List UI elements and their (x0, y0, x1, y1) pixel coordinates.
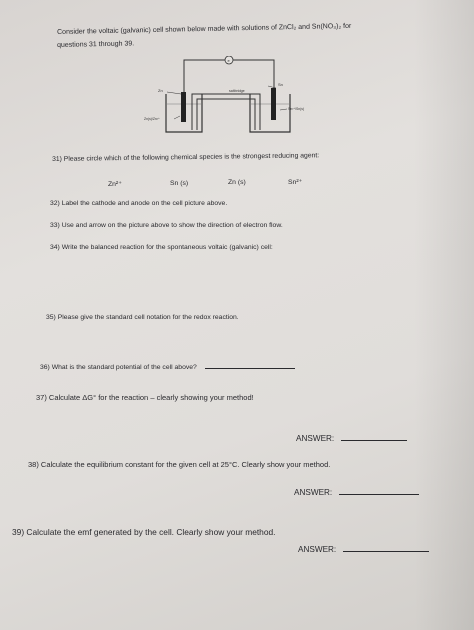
answer-39-blank[interactable] (343, 543, 429, 552)
zn-electrode (181, 92, 186, 122)
species-sn-solid[interactable]: Sn (s) (170, 180, 189, 187)
voltaic-cell-diagram (140, 56, 320, 138)
question-32: 32) Label the cathode and anode on the cell picture above. (50, 200, 228, 207)
question-36 (40, 360, 295, 371)
species-sn2plus[interactable]: Sn²⁺ (288, 179, 303, 186)
answer-37-row (296, 432, 407, 443)
right-beaker (250, 94, 290, 132)
species-zn2plus[interactable]: Zn²⁺ (108, 181, 122, 188)
answer-38-label: ANSWER: (294, 488, 333, 497)
saltbridge-label: saltbridge (229, 89, 245, 93)
intro-line-2: questions 31 through 39. (57, 40, 135, 49)
question-31: 31) Please circle which of the following chemical species is the strongest reducing agent: (52, 152, 320, 163)
question-36-text: 36) What is the standard potential of the cell above? (40, 364, 197, 371)
salt-bridge-inner (197, 99, 255, 130)
question-39: 39) Calculate the emf generated by the cell. Clearly show your method. (12, 527, 276, 537)
zn-leader-line (167, 92, 181, 94)
answer-38-blank[interactable] (339, 486, 419, 495)
answer-36-blank[interactable] (205, 360, 295, 369)
answer-39-label: ANSWER: (298, 545, 337, 554)
species-zn-solid[interactable]: Zn (s) (228, 179, 246, 186)
intro-line-1: Consider the voltaic (galvanic) cell shown below made with solutions of ZnCl₂ and Sn(NO₃)₂ for (57, 22, 352, 36)
answer-38-row (294, 486, 419, 497)
meter-label: e (227, 58, 230, 63)
answer-37-blank[interactable] (341, 432, 407, 441)
sn-leader-line (268, 86, 276, 88)
question-34: 34) Write the balanced reaction for the spontaneous voltaic (galvanic) cell: (50, 244, 273, 251)
right-solution-label: Sn²⁺/Sn(s) (288, 107, 305, 111)
question-37: 37) Calculate ΔG° for the reaction – clearly showing your method! (36, 393, 254, 402)
page-shadow (414, 0, 474, 630)
answer-39-row (298, 543, 429, 554)
sn-label: Sn (278, 82, 283, 87)
question-35: 35) Please give the standard cell notation for the redox reaction. (46, 314, 239, 321)
left-solution-leader (174, 116, 180, 119)
question-38: 38) Calculate the equilibrium constant for the given cell at 25°C. Clearly show your method. (28, 460, 331, 469)
right-solution-leader (280, 109, 287, 110)
question-33: 33) Use and arrow on the picture above to show the direction of electron flow. (50, 222, 283, 229)
sn-electrode (271, 88, 276, 120)
zn-label: Zn (158, 88, 163, 93)
answer-37-label: ANSWER: (296, 434, 335, 443)
left-solution-label: Zn(s)/Zn²⁺ (144, 117, 160, 121)
